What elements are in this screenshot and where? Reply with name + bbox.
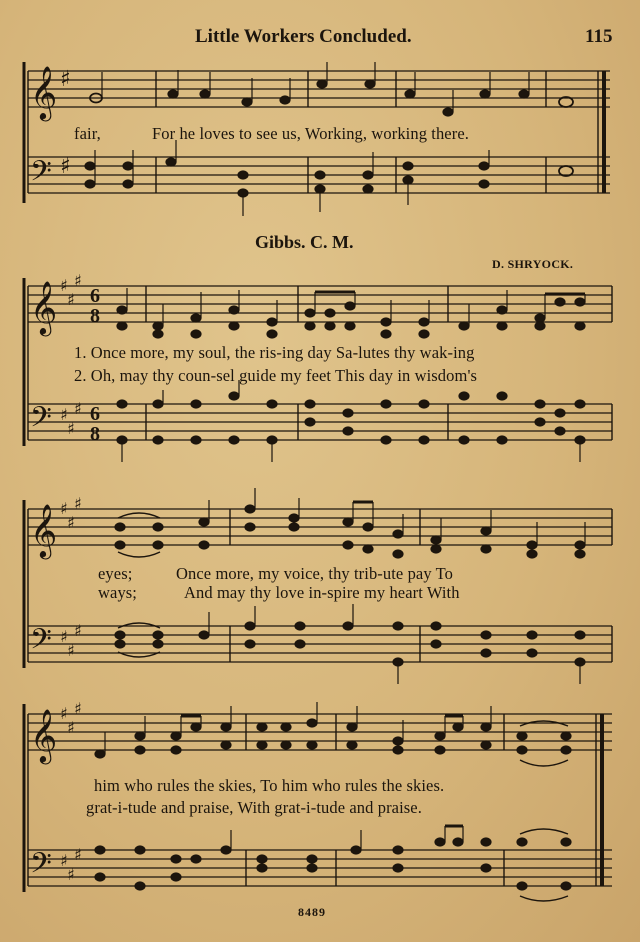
svg-text:♯: ♯ (60, 276, 68, 295)
svg-text:♯: ♯ (67, 865, 75, 884)
plate-number: 8489 (298, 905, 326, 919)
treble-clef-icon: 𝄞 (30, 503, 58, 557)
svg-text:6: 6 (90, 403, 100, 425)
verse-2-lyric: ways; (98, 583, 137, 602)
verse-2-lyric: grat-i-tude and praise, With grat-i-tude and praise. (86, 798, 422, 817)
system-1-bass-staff (28, 404, 612, 440)
bass-clef-icon: 𝄢 (30, 401, 52, 441)
verse-1-lyric: eyes; (98, 564, 133, 583)
treble-clef-icon: 𝄞 (30, 65, 58, 119)
system-1-barlines (28, 286, 612, 440)
verse-2-lyric: 2. Oh, may thy coun-sel guide my feet This day in wisdom's (74, 366, 478, 385)
hymn-title: Gibbs. C. M. (255, 232, 354, 252)
bass-clef-icon: 𝄢 (30, 155, 52, 195)
svg-text:8: 8 (90, 423, 100, 445)
verse-1-lyric: him who rules the skies, To him who rules the skies. (94, 776, 445, 795)
svg-text:8: 8 (90, 305, 100, 327)
system-3-bass-staff (28, 850, 612, 886)
svg-text:♯: ♯ (74, 271, 82, 290)
svg-text:♯: ♯ (74, 699, 82, 718)
svg-text:♯: ♯ (67, 419, 75, 438)
time-signature (90, 285, 100, 445)
bass-clef-icon: 𝄢 (30, 623, 52, 663)
svg-text:♯: ♯ (67, 290, 75, 309)
lyric-line: fair, (74, 124, 101, 143)
svg-text:♯: ♯ (67, 718, 75, 737)
svg-text:♯: ♯ (67, 513, 75, 532)
key-signature-sharps (60, 699, 82, 884)
svg-text:6: 6 (90, 285, 100, 307)
svg-text:♯: ♯ (74, 621, 82, 640)
svg-text:♯: ♯ (74, 399, 82, 418)
verse-1-lyric: Once more, my voice, thy trib-ute pay To (176, 564, 454, 583)
bass-clef-icon: 𝄢 (30, 847, 52, 887)
sharp-icon: ♯ (60, 67, 71, 92)
page-number: 115 (585, 26, 613, 47)
svg-text:♯: ♯ (74, 494, 82, 513)
svg-text:♯: ♯ (60, 704, 68, 723)
verse-1-lyric: 1. Once more, my soul, the ris-ing day Sa-lutes thy wak-ing (74, 343, 475, 362)
svg-text:♯: ♯ (60, 405, 68, 424)
running-title: Little Workers Concluded. (195, 26, 412, 47)
lyric-line: For he loves to see us, Working, working there. (152, 124, 469, 143)
sharp-icon: ♯ (60, 154, 71, 179)
svg-text:♯: ♯ (60, 627, 68, 646)
svg-text:♯: ♯ (60, 851, 68, 870)
verse-2-lyric: And may thy love in-spire my heart With (184, 583, 460, 602)
composer-credit: D. SHRYOCK. (492, 257, 574, 271)
treble-clef-icon: 𝄞 (30, 708, 58, 762)
treble-clef-icon: 𝄞 (30, 280, 58, 334)
svg-text:♯: ♯ (60, 499, 68, 518)
svg-text:♯: ♯ (74, 845, 82, 864)
svg-text:♯: ♯ (67, 641, 75, 660)
system-0-treble-staff (28, 71, 610, 107)
